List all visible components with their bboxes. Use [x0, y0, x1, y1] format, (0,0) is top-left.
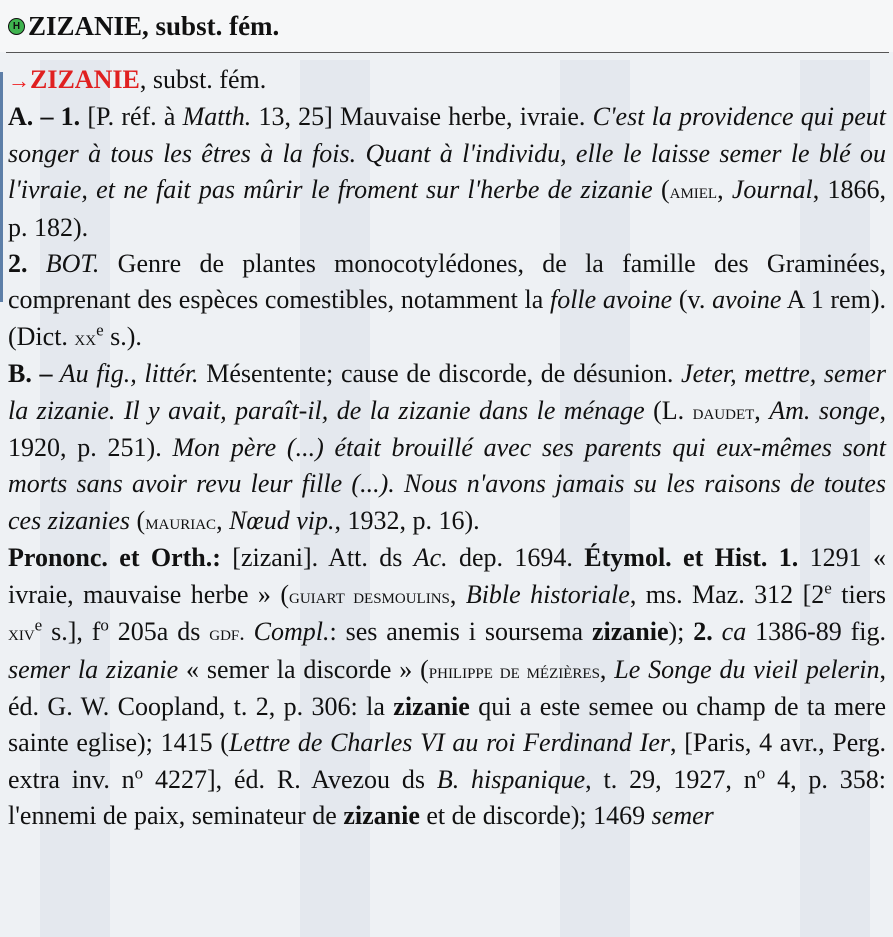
- text: (: [652, 175, 670, 205]
- arrow-icon[interactable]: →: [8, 68, 30, 93]
- lemma[interactable]: ZIZANIE: [30, 65, 140, 94]
- left-margin-bar: [0, 72, 3, 302]
- abbrev: Ac.: [413, 543, 448, 573]
- sense-label: A. – 1.: [8, 102, 81, 132]
- text: ,: [449, 579, 466, 609]
- text: ,: [717, 175, 732, 205]
- text: 4227], éd. R. Avezou ds: [143, 764, 437, 794]
- entry-content: [8, 62, 886, 835]
- section-number: 2.: [693, 617, 713, 647]
- work-title: Compl.: [253, 617, 330, 647]
- entry-header: [0, 0, 893, 52]
- text: ,: [754, 395, 770, 425]
- definition: Mésentente; cause de discorde, de désunion.: [198, 359, 682, 389]
- text: (v.: [672, 285, 713, 315]
- text: (L.: [644, 395, 693, 425]
- phrase: semer la zizanie: [8, 654, 179, 684]
- text: Matth.: [182, 102, 252, 132]
- text: 13, 25] Mauvaise herbe, ivraie.: [251, 102, 593, 132]
- text: (: [130, 505, 146, 535]
- quote: C'est la providence qui peut songer à tous les êtres à la fois. Quant à l'individu, elle le laisse semer le blé ou l'ivraie, et ne fait pas mûrir le froment sur l'herbe de zizanie: [8, 102, 886, 205]
- text: , 1920, p. 251).: [8, 395, 886, 463]
- header-divider: [6, 52, 889, 53]
- definition: Genre de plantes monocotylédones, de la famille des Graminées, comprenant des espèces comestibles, notamment la: [8, 249, 886, 315]
- work-title: Le Songe du vieil pelerin: [614, 654, 880, 684]
- h-badge-icon[interactable]: H: [8, 18, 25, 35]
- work-title: B. hispanique: [436, 764, 586, 794]
- abbrev: ca: [721, 617, 747, 647]
- superscript: o: [100, 615, 109, 635]
- text: s.], f: [42, 617, 101, 647]
- sense-label: 2.: [8, 249, 28, 279]
- superscript: e: [34, 615, 43, 635]
- work-title: Bible historiale: [465, 579, 630, 609]
- author-link[interactable]: daudet: [692, 398, 755, 424]
- text: [245, 617, 254, 646]
- sense-label: B. –: [8, 359, 53, 389]
- quote: Jeter, mettre, semer la zizanie. Il y avait, paraît-il, de la zizanie dans le ménage: [8, 359, 887, 425]
- page-title: ZIZANIE, subst. fém.: [28, 10, 280, 41]
- text: « semer la discorde » (: [178, 654, 429, 684]
- author-link[interactable]: guiart desmoulins: [289, 582, 450, 608]
- text: A 1 rem). (Dict.: [8, 285, 886, 351]
- century: xiv: [8, 620, 35, 646]
- work-title: Journal: [731, 175, 813, 205]
- author-link[interactable]: philippe de mézières: [428, 657, 600, 683]
- section-label: Prononc. et Orth.:: [8, 543, 221, 573]
- quote: semer: [651, 801, 714, 831]
- work-title: Nœud vip.: [229, 505, 335, 535]
- text: 1386-89 fig.: [746, 617, 887, 647]
- term: folle avoine: [549, 285, 673, 315]
- author-link[interactable]: amiel: [669, 178, 718, 204]
- headword-occurrence: zizanie: [343, 801, 420, 831]
- text: : ses anemis i soursema: [329, 617, 592, 647]
- text: , 1866, p. 182).: [8, 175, 887, 242]
- source-link[interactable]: gdf.: [209, 620, 245, 646]
- text: );: [668, 617, 694, 647]
- sense-b: [8, 356, 886, 540]
- superscript: e: [824, 578, 832, 598]
- text: 4, p. 358: l'ennemi de paix, seminateur de: [8, 764, 886, 831]
- text: dep. 1694.: [447, 543, 585, 573]
- text: , 1932, p. 16).: [334, 505, 480, 535]
- quote: Mon père (...) était brouillé avec ses parents qui eux-mêmes sont morts sans avoir revu leur fille (...). Nous n'avons jamais su les raisons de toutes ces zizanies: [8, 433, 886, 535]
- domain-label: BOT.: [27, 249, 100, 279]
- text: s.).: [103, 321, 142, 351]
- usage-label: Au fig., littér.: [52, 359, 199, 389]
- text: [P. réf. à: [80, 102, 183, 132]
- text: , [Paris, 4 avr., Perg. extra inv. n: [8, 728, 886, 794]
- text: , ms. Maz. 312 [2: [629, 579, 825, 609]
- cross-ref-link[interactable]: avoine: [712, 285, 782, 315]
- text: [zizani]. Att. ds: [220, 543, 414, 573]
- text: 1291 « ivraie, mauvaise herbe » (: [8, 543, 886, 609]
- superscript: o: [134, 763, 144, 783]
- lemma-line: [8, 62, 886, 99]
- superscript: e: [96, 320, 104, 340]
- grammar: , subst. fém.: [139, 65, 267, 94]
- section-label: Étymol. et Hist. 1.: [584, 543, 799, 573]
- text: [713, 617, 722, 646]
- superscript: o: [756, 763, 766, 783]
- text: 205a ds: [108, 617, 210, 647]
- text: , éd. G. W. Coopland, t. 2, p. 306: la: [8, 654, 886, 721]
- pronunciation-etymology: [8, 540, 886, 834]
- text: , t. 29, 1927, n: [585, 764, 757, 794]
- text: tiers: [831, 579, 887, 609]
- text: et de discorde); 1469: [419, 801, 652, 831]
- text: qui a este semee ou champ de ta mere sainte eglise); 1415 (: [8, 691, 886, 758]
- century: xx: [74, 324, 97, 350]
- work-title: Lettre de Charles VI au roi Ferdinand Ier: [228, 728, 671, 758]
- headword-occurrence: zizanie: [591, 617, 669, 647]
- sense-a1: [8, 99, 886, 246]
- text: ,: [216, 505, 230, 535]
- author-link[interactable]: mauriac: [145, 508, 217, 534]
- headword-occurrence: zizanie: [393, 691, 470, 721]
- text: ,: [599, 654, 615, 684]
- sense-a2: [8, 246, 886, 356]
- work-title: Am. songe: [769, 395, 880, 425]
